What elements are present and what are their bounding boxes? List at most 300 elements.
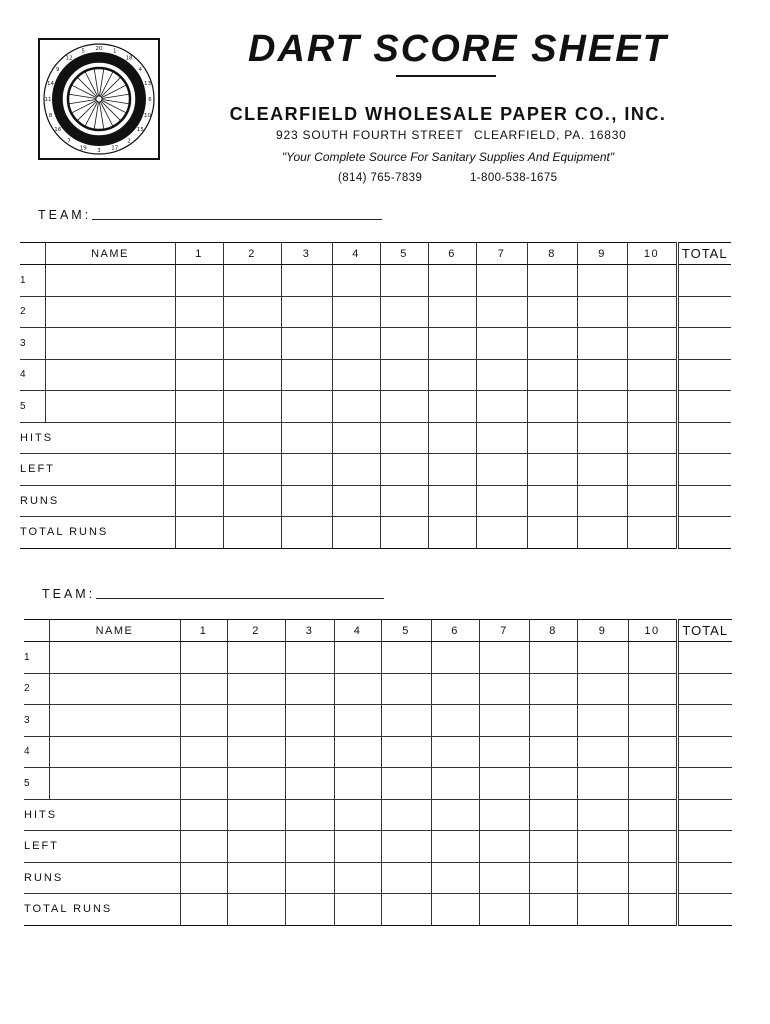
score-cell[interactable] [227, 831, 285, 863]
score-cell[interactable] [332, 265, 380, 297]
score-cell[interactable] [476, 328, 527, 360]
score-cell[interactable] [285, 736, 334, 768]
row-number-header [20, 243, 45, 265]
dartboard-number: 4 [138, 67, 143, 74]
score-cell[interactable] [628, 736, 677, 768]
score-cell[interactable] [227, 673, 285, 705]
total-cell[interactable] [677, 485, 731, 517]
inning-header-1: 1 [180, 620, 227, 642]
score-cell[interactable] [381, 799, 431, 831]
name-header: NAME [49, 620, 180, 642]
score-cell[interactable] [628, 799, 677, 831]
inning-header-10: 10 [627, 243, 677, 265]
score-cell[interactable] [577, 642, 628, 674]
score-cell[interactable] [380, 454, 428, 486]
score-cell[interactable] [529, 799, 577, 831]
score-cell[interactable] [180, 705, 227, 737]
total-cell[interactable] [677, 894, 732, 926]
score-cell[interactable] [334, 862, 381, 894]
score-cell[interactable] [479, 705, 529, 737]
title-underline [396, 75, 496, 77]
score-cell[interactable] [381, 768, 431, 800]
dartboard-number: 19 [79, 145, 87, 152]
total-cell[interactable] [677, 454, 731, 486]
score-cell[interactable] [223, 328, 281, 360]
score-cell[interactable] [577, 705, 628, 737]
stat-row [24, 894, 732, 926]
score-cell[interactable] [529, 831, 577, 863]
score-cell[interactable] [281, 485, 332, 517]
score-cell[interactable] [577, 862, 628, 894]
score-cell[interactable] [223, 296, 281, 328]
score-cell[interactable] [223, 485, 281, 517]
score-cell[interactable] [334, 673, 381, 705]
score-cell[interactable] [227, 799, 285, 831]
score-cell[interactable] [431, 705, 479, 737]
score-cell[interactable] [332, 359, 380, 391]
score-cell[interactable] [577, 296, 627, 328]
inning-header-8: 8 [529, 620, 577, 642]
score-cell[interactable] [381, 673, 431, 705]
score-cell[interactable] [175, 359, 223, 391]
score-cell[interactable] [428, 422, 476, 454]
phone-tollfree: 1-800-538-1675 [470, 172, 558, 184]
score-cell[interactable] [627, 391, 677, 423]
dartboard-number: 7 [67, 138, 71, 145]
score-cell[interactable] [380, 359, 428, 391]
player-row-number: 3 [20, 328, 45, 360]
score-cell[interactable] [476, 485, 527, 517]
score-cell[interactable] [223, 517, 281, 549]
player-row-5 [20, 391, 731, 423]
score-cell[interactable] [428, 265, 476, 297]
score-cell[interactable] [529, 673, 577, 705]
score-cell[interactable] [431, 799, 479, 831]
total-cell[interactable] [677, 673, 732, 705]
score-cell[interactable] [281, 422, 332, 454]
score-cell[interactable] [529, 894, 577, 926]
score-cell[interactable] [428, 485, 476, 517]
dartboard-number: 11 [44, 97, 52, 103]
dartboard-number: 3 [97, 148, 101, 154]
player-row-2 [20, 296, 731, 328]
stat-row [20, 517, 731, 549]
score-cell[interactable] [281, 296, 332, 328]
score-cell[interactable] [577, 768, 628, 800]
score-cell[interactable] [627, 422, 677, 454]
total-cell[interactable] [677, 265, 731, 297]
player-row-number: 4 [20, 359, 45, 391]
score-cell[interactable] [428, 359, 476, 391]
dartboard-number: 10 [144, 112, 152, 119]
score-cell[interactable] [281, 265, 332, 297]
inning-header-2: 2 [227, 620, 285, 642]
dartboard-number: 20 [95, 46, 103, 52]
score-cell[interactable] [431, 894, 479, 926]
score-cell[interactable] [527, 517, 577, 549]
score-cell[interactable] [334, 894, 381, 926]
stat-row [20, 485, 731, 517]
player-row-number: 2 [24, 673, 49, 705]
stat-label: RUNS [20, 485, 175, 517]
player-name-cell[interactable] [49, 736, 180, 768]
dartboard-number: 6 [148, 97, 152, 103]
score-cell[interactable] [281, 454, 332, 486]
player-row-4 [24, 736, 732, 768]
score-cell[interactable] [428, 296, 476, 328]
team-2-label: TEAM: [42, 587, 96, 601]
player-name-cell[interactable] [45, 296, 175, 328]
dartboard-number: 1 [113, 48, 117, 55]
company-name: CLEARFIELD WHOLESALE PAPER CO., INC. [229, 104, 667, 124]
inning-header-8: 8 [527, 243, 577, 265]
score-cell[interactable] [381, 705, 431, 737]
team-2-score-table [24, 619, 732, 926]
score-cell[interactable] [380, 422, 428, 454]
score-cell[interactable] [628, 705, 677, 737]
score-cell[interactable] [334, 736, 381, 768]
score-cell[interactable] [577, 265, 627, 297]
stat-row [20, 454, 731, 486]
score-cell[interactable] [479, 673, 529, 705]
score-cell[interactable] [281, 359, 332, 391]
score-cell[interactable] [627, 359, 677, 391]
score-cell[interactable] [332, 391, 380, 423]
score-cell[interactable] [285, 642, 334, 674]
score-cell[interactable] [223, 359, 281, 391]
score-cell[interactable] [175, 265, 223, 297]
score-cell[interactable] [527, 296, 577, 328]
name-header: NAME [45, 243, 175, 265]
player-row-5 [24, 768, 732, 800]
score-cell[interactable] [175, 422, 223, 454]
score-cell[interactable] [175, 517, 223, 549]
score-cell[interactable] [334, 831, 381, 863]
score-cell[interactable] [285, 673, 334, 705]
score-cell[interactable] [577, 422, 627, 454]
stat-label: TOTAL RUNS [24, 894, 180, 926]
score-cell[interactable] [334, 642, 381, 674]
player-name-cell[interactable] [49, 642, 180, 674]
dartboard-number: 8 [48, 112, 53, 119]
score-cell[interactable] [527, 265, 577, 297]
inning-header-2: 2 [223, 243, 281, 265]
score-cell[interactable] [180, 862, 227, 894]
score-cell[interactable] [527, 422, 577, 454]
player-row-number: 4 [24, 736, 49, 768]
score-cell[interactable] [380, 265, 428, 297]
team-1-label: TEAM: [38, 208, 92, 222]
stat-label: HITS [24, 799, 180, 831]
score-cell[interactable] [479, 894, 529, 926]
score-cell[interactable] [428, 391, 476, 423]
player-name-cell[interactable] [45, 359, 175, 391]
player-row-2 [24, 673, 732, 705]
inning-header-5: 5 [380, 243, 428, 265]
player-row-number: 5 [24, 768, 49, 800]
dartboard-number: 18 [125, 55, 133, 62]
score-cell[interactable] [627, 265, 677, 297]
score-cell[interactable] [431, 862, 479, 894]
score-cell[interactable] [627, 328, 677, 360]
dartboard-number: 15 [136, 126, 144, 133]
player-row-number: 1 [24, 642, 49, 674]
stat-label: TOTAL RUNS [20, 517, 175, 549]
score-cell[interactable] [180, 642, 227, 674]
inning-header-6: 6 [431, 620, 479, 642]
score-cell[interactable] [479, 768, 529, 800]
player-row-number: 2 [20, 296, 45, 328]
score-cell[interactable] [479, 642, 529, 674]
score-cell[interactable] [577, 799, 628, 831]
score-cell[interactable] [577, 328, 627, 360]
score-cell[interactable] [223, 391, 281, 423]
score-cell[interactable] [529, 768, 577, 800]
total-cell[interactable] [677, 296, 731, 328]
score-cell[interactable] [381, 736, 431, 768]
player-name-cell[interactable] [45, 265, 175, 297]
inning-header-9: 9 [577, 243, 627, 265]
total-cell[interactable] [677, 799, 732, 831]
score-cell[interactable] [577, 359, 627, 391]
score-cell[interactable] [180, 799, 227, 831]
score-cell[interactable] [380, 391, 428, 423]
total-cell[interactable] [677, 831, 732, 863]
score-cell[interactable] [527, 359, 577, 391]
score-cell[interactable] [281, 391, 332, 423]
total-cell[interactable] [677, 328, 731, 360]
score-cell[interactable] [180, 673, 227, 705]
score-cell[interactable] [529, 862, 577, 894]
score-cell[interactable] [227, 736, 285, 768]
score-cell[interactable] [380, 296, 428, 328]
total-cell[interactable] [677, 862, 732, 894]
player-name-cell[interactable] [45, 328, 175, 360]
dartboard-number: 9 [55, 67, 60, 74]
score-cell[interactable] [527, 454, 577, 486]
score-cell[interactable] [476, 359, 527, 391]
player-row-4 [20, 359, 731, 391]
score-cell[interactable] [180, 894, 227, 926]
score-cell[interactable] [285, 799, 334, 831]
player-row-number: 5 [20, 391, 45, 423]
inning-header-9: 9 [577, 620, 628, 642]
score-cell[interactable] [529, 705, 577, 737]
player-name-cell[interactable] [49, 673, 180, 705]
score-cell[interactable] [577, 517, 627, 549]
score-cell[interactable] [527, 328, 577, 360]
dartboard-logo [38, 38, 160, 160]
score-cell[interactable] [380, 517, 428, 549]
total-cell[interactable] [677, 768, 732, 800]
total-cell[interactable] [677, 736, 732, 768]
score-cell[interactable] [628, 831, 677, 863]
score-cell[interactable] [476, 265, 527, 297]
dartboard-number: 14 [46, 81, 54, 88]
total-cell[interactable] [677, 705, 732, 737]
phone-local: (814) 765-7839 [338, 172, 423, 184]
score-cell[interactable] [628, 862, 677, 894]
dartboard-number: 17 [111, 145, 119, 152]
score-cell[interactable] [285, 831, 334, 863]
score-cell[interactable] [476, 422, 527, 454]
score-cell[interactable] [227, 894, 285, 926]
player-row-3 [24, 705, 732, 737]
score-cell[interactable] [529, 736, 577, 768]
player-row-number: 1 [20, 265, 45, 297]
score-cell[interactable] [431, 831, 479, 863]
score-cell[interactable] [281, 517, 332, 549]
total-cell[interactable] [677, 422, 731, 454]
dartboard-number: 5 [81, 48, 85, 55]
score-cell[interactable] [479, 831, 529, 863]
score-cell[interactable] [577, 894, 628, 926]
score-cell[interactable] [431, 642, 479, 674]
total-header: TOTAL [677, 243, 731, 265]
score-cell[interactable] [381, 642, 431, 674]
score-cell[interactable] [431, 736, 479, 768]
stat-label: LEFT [24, 831, 180, 863]
inning-header-4: 4 [332, 243, 380, 265]
score-cell[interactable] [175, 485, 223, 517]
score-cell[interactable] [285, 705, 334, 737]
score-cell[interactable] [180, 736, 227, 768]
total-cell[interactable] [677, 517, 731, 549]
stat-label: RUNS [24, 862, 180, 894]
score-cell[interactable] [577, 736, 628, 768]
score-cell[interactable] [223, 454, 281, 486]
city-address: CLEARFIELD, PA. 16830 [474, 128, 627, 142]
score-cell[interactable] [223, 422, 281, 454]
score-cell[interactable] [527, 391, 577, 423]
score-cell[interactable] [577, 673, 628, 705]
score-cell[interactable] [223, 265, 281, 297]
score-cell[interactable] [428, 328, 476, 360]
score-cell[interactable] [380, 485, 428, 517]
score-cell[interactable] [627, 296, 677, 328]
score-cell[interactable] [431, 673, 479, 705]
score-cell[interactable] [628, 894, 677, 926]
player-row-1 [24, 642, 732, 674]
stat-label: HITS [20, 422, 175, 454]
score-cell[interactable] [476, 517, 527, 549]
total-header: TOTAL [677, 620, 732, 642]
score-cell[interactable] [334, 768, 381, 800]
team-2-name-field[interactable] [96, 598, 384, 599]
score-cell[interactable] [627, 454, 677, 486]
page-title: DART SCORE SHEET [248, 28, 668, 70]
score-cell[interactable] [479, 799, 529, 831]
street-address: 923 SOUTH FOURTH STREET [276, 128, 464, 142]
score-cell[interactable] [476, 296, 527, 328]
score-cell[interactable] [334, 705, 381, 737]
score-cell[interactable] [180, 831, 227, 863]
score-cell[interactable] [527, 485, 577, 517]
total-cell[interactable] [677, 391, 731, 423]
company-slogan: "Your Complete Source For Sanitary Supplies And Equipment" [281, 150, 615, 164]
score-cell[interactable] [281, 328, 332, 360]
dartboard-number: 16 [54, 126, 62, 133]
score-cell[interactable] [476, 454, 527, 486]
score-cell[interactable] [227, 642, 285, 674]
score-cell[interactable] [381, 862, 431, 894]
team-1-score-table [20, 242, 731, 549]
score-cell[interactable] [332, 485, 380, 517]
inning-header-7: 7 [479, 620, 529, 642]
dartboard-number: 13 [144, 81, 152, 88]
score-cell[interactable] [577, 831, 628, 863]
inning-header-3: 3 [285, 620, 334, 642]
player-row-1 [20, 265, 731, 297]
row-number-header [24, 620, 49, 642]
score-cell[interactable] [628, 673, 677, 705]
score-cell[interactable] [627, 517, 677, 549]
score-cell[interactable] [334, 799, 381, 831]
score-cell[interactable] [332, 422, 380, 454]
score-cell[interactable] [577, 485, 627, 517]
score-cell[interactable] [431, 768, 479, 800]
score-cell[interactable] [175, 296, 223, 328]
score-cell[interactable] [285, 768, 334, 800]
stat-row [24, 831, 732, 863]
score-cell[interactable] [227, 862, 285, 894]
score-cell[interactable] [227, 705, 285, 737]
inning-header-3: 3 [281, 243, 332, 265]
score-cell[interactable] [175, 391, 223, 423]
score-cell[interactable] [332, 328, 380, 360]
player-name-cell[interactable] [49, 768, 180, 800]
score-cell[interactable] [479, 736, 529, 768]
score-cell[interactable] [175, 328, 223, 360]
score-cell[interactable] [577, 391, 627, 423]
score-cell[interactable] [529, 642, 577, 674]
score-cell[interactable] [381, 831, 431, 863]
score-cell[interactable] [628, 768, 677, 800]
stat-row [24, 799, 732, 831]
score-cell[interactable] [175, 454, 223, 486]
score-cell[interactable] [285, 862, 334, 894]
score-cell[interactable] [627, 485, 677, 517]
score-cell[interactable] [227, 768, 285, 800]
total-cell[interactable] [677, 642, 732, 674]
player-row-3 [20, 328, 731, 360]
score-cell[interactable] [380, 328, 428, 360]
score-cell[interactable] [381, 894, 431, 926]
score-cell[interactable] [285, 894, 334, 926]
inning-header-7: 7 [476, 243, 527, 265]
score-cell[interactable] [428, 517, 476, 549]
score-cell[interactable] [628, 642, 677, 674]
player-name-cell[interactable] [49, 705, 180, 737]
score-cell[interactable] [332, 517, 380, 549]
total-cell[interactable] [677, 359, 731, 391]
score-cell[interactable] [428, 454, 476, 486]
score-cell[interactable] [332, 454, 380, 486]
team-1-name-field[interactable] [92, 219, 382, 220]
dartboard-number: 2 [127, 138, 131, 145]
stat-row [20, 422, 731, 454]
score-cell[interactable] [476, 391, 527, 423]
score-cell[interactable] [332, 296, 380, 328]
score-cell[interactable] [577, 454, 627, 486]
player-name-cell[interactable] [45, 391, 175, 423]
score-cell[interactable] [479, 862, 529, 894]
dartboard-number: 12 [65, 55, 73, 62]
score-cell[interactable] [180, 768, 227, 800]
inning-header-5: 5 [381, 620, 431, 642]
inning-header-4: 4 [334, 620, 381, 642]
inning-header-1: 1 [175, 243, 223, 265]
